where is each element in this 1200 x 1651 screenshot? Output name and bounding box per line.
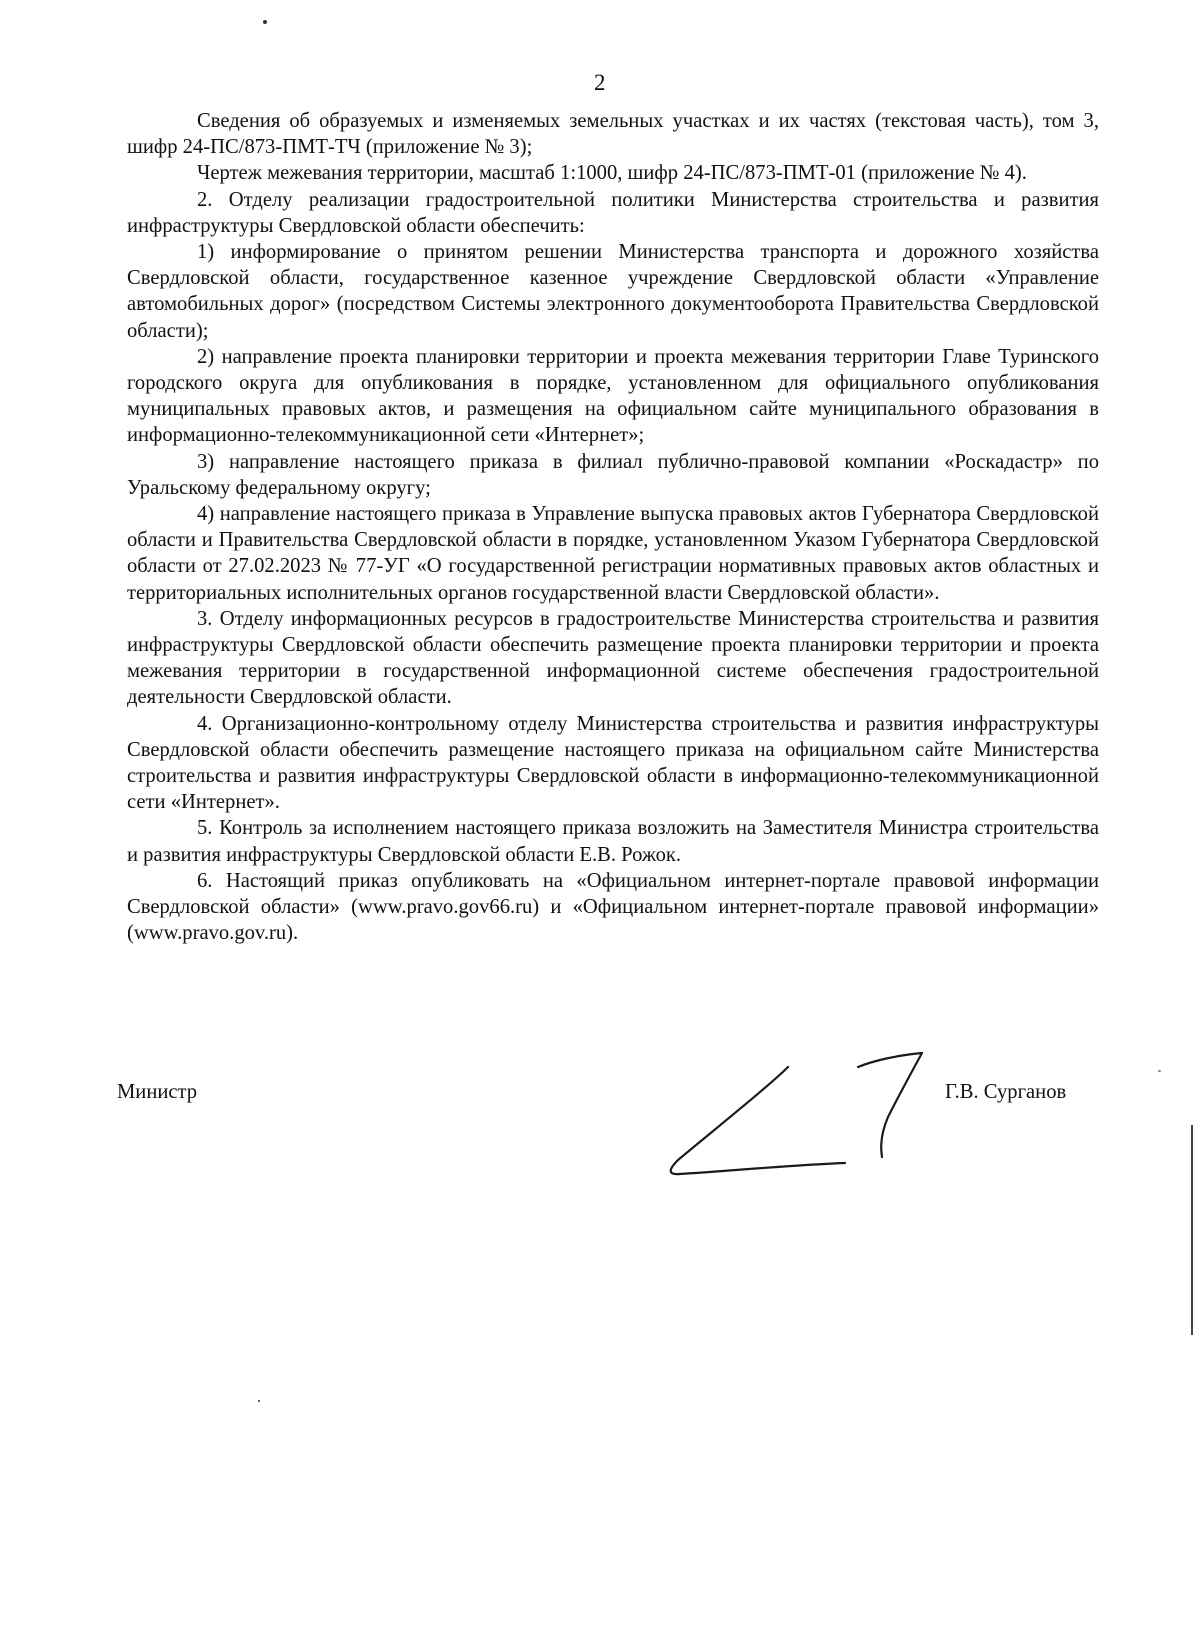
handwritten-signature xyxy=(660,1045,960,1185)
document-body xyxy=(127,108,1099,947)
paragraph-item-4: 4. Организационно-контрольному отделу Министерства строительства и развития инфраструктуры Свердловской области обеспечить размещение настоящего приказа на официальном сайте Министерства строительства и развития инфраструктуры Свердловской области в информационно-телекоммуникационной сети «Интернет». xyxy=(127,712,1099,814)
scan-edge-line xyxy=(1191,1125,1193,1335)
signatory-role: Министр xyxy=(117,1081,198,1103)
paragraph-subitem-2-1: 1) информирование о принятом решении Министерства транспорта и дорожного хозяйства Свердловской области, государственное казенное учреждение Свердловской области «Управление автомобильных дорог» (посредством Системы электронного документооборота Правительства Свердловской области); xyxy=(127,241,1099,342)
scan-speck xyxy=(258,1400,260,1402)
paragraph-survey-drawing: Чертеж межевания территории, масштаб 1:1000, шифр 24-ПС/873-ПМТ-01 (приложение № 4). xyxy=(197,162,1027,185)
paragraph-land-plots-info: Сведения об образуемых и изменяемых земельных участках и их частях (текстовая часть), том 3, шифр 24-ПС/873-ПМТ-ТЧ (приложение № 3); xyxy=(127,110,1099,159)
scan-speck xyxy=(263,20,267,24)
signatory-name: Г.В. Сурганов xyxy=(945,1081,1067,1103)
paragraph-subitem-2-2: 2) направление проекта планировки территории и проекта межевания территории Главе Туринского городского округа для опубликования в порядке, установленном для официального опубликования муниципальных правовых актов, и размещения на официальном сайте муниципального образования в информационно-телекоммуникационной сети «Интернет»; xyxy=(127,345,1099,447)
paragraph-subitem-2-4: 4) направление настоящего приказа в Управление выпуска правовых актов Губернатора Свердловской области и Правительства Свердловской области в порядке, установленном Указом Губернатора Свердловской области от 27.02.2023 № 77-УГ «О государственной регистрации нормативных правовых актов областных и территориальных исполнительных органов государственной власти Свердловской области». xyxy=(127,503,1099,604)
page-number: 2 xyxy=(594,70,606,95)
paragraph-subitem-2-3: 3) направление настоящего приказа в филиал публично-правовой компании «Роскадастр» по Уральскому федеральному округу; xyxy=(127,450,1099,499)
paragraph-item-5: 5. Контроль за исполнением настоящего приказа возложить на Заместителя Министра строительства и развития инфраструктуры Свердловской области Е.В. Рожок. xyxy=(127,817,1099,866)
paragraph-item-6: 6. Настоящий приказ опубликовать на «Официальном интернет-портале правовой информации Свердловской области» (www.pravo.gov66.ru) и «Официальном интернет-портале правовой информации» (www.pravo.gov.ru). xyxy=(127,869,1099,945)
paragraph-item-2: 2. Отделу реализации градостроительной политики Министерства строительства и развития инфраструктуры Свердловской области обеспечить: xyxy=(127,188,1099,237)
scan-speck xyxy=(1158,1070,1161,1072)
paragraph-item-3: 3. Отделу информационных ресурсов в градостроительстве Министерства строительства и развития инфраструктуры Свердловской области обеспечить размещение проекта планировки территории и проекта межевания территории в государственной информационной системе обеспечения градостроительной деятельности Свердловской области. xyxy=(127,607,1099,709)
